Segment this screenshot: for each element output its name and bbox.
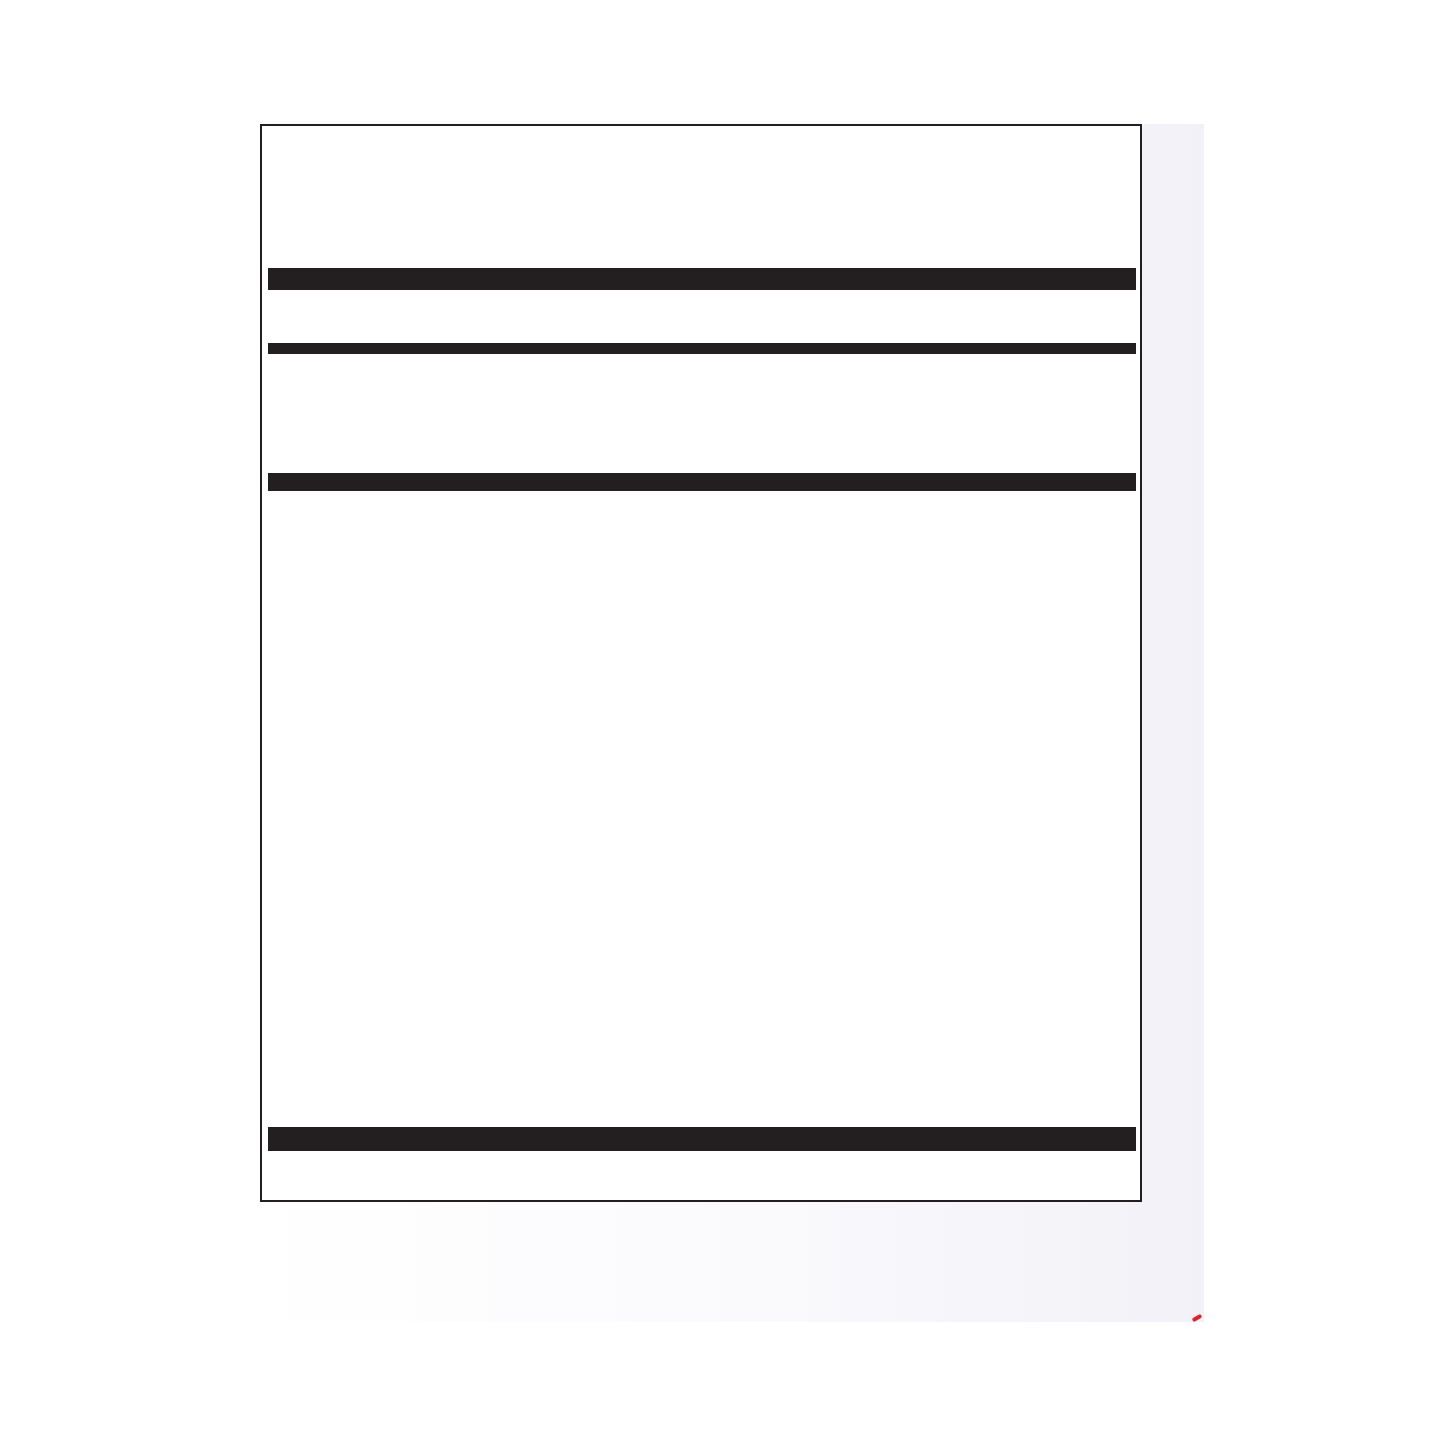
thick-divider xyxy=(268,473,1136,491)
supplement-facts-panel xyxy=(260,124,1142,1202)
medium-divider xyxy=(268,343,1136,354)
thick-divider xyxy=(268,1127,1136,1151)
thick-divider xyxy=(268,268,1136,290)
